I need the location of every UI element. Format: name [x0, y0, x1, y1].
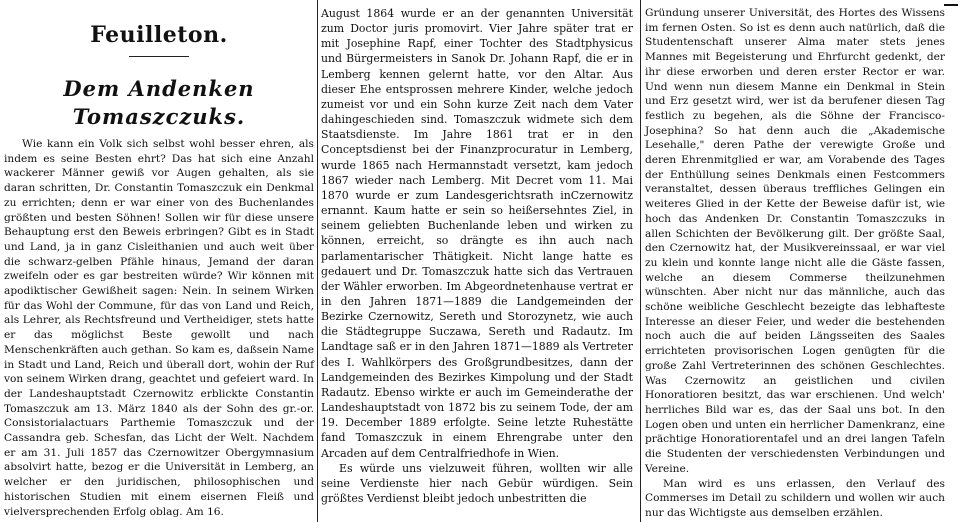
title-rule [129, 56, 189, 57]
column-divider [317, 0, 318, 522]
column-1 [4, 6, 314, 519]
article-title: Dem Andenken Tomaszczuks. [63, 76, 255, 129]
column-divider [640, 0, 641, 522]
top-rule [944, 4, 958, 6]
column-2 [321, 6, 633, 506]
column-3 [645, 6, 945, 521]
paragraph: Es würde uns vielzuweit führen, wollten wir alle seine Verdienste hier nach Gebür würdigen. Sein größtes Verdienst bleibt jedoch unbestritten die [321, 461, 633, 505]
paragraph: Gründung unserer Universität, des Hortes des Wissens im fernen Osten. So ist es denn auch natürlich, daß die Studentenschaft unserer Alma mater stets jenes Mannes mit Begeisterung und Ehrfurcht gedenkt, der ihr diese erworben und deren erster Rector er war. Und wenn nun diesem Manne ein Denkmal in Stein und Erz gesetzt wird, wer ist da berufener diesen Tag festlich zu begehen, als die Söhne der Francisco-Josephina? So hat denn auch die „Akademische Lesehalle," deren Pathe der verewigte Große und deren Ehrenmitglied er war, am Vorabende des Tages der Enthüllung seines Denkmals einen Festcommers veranstaltet, dessen überaus treffliches Gelingen ein weiteres Glied in der Kette der Beweise dafür ist, wie hoch das Andenken Dr. Constantin Tomaszczuks in allen Schichten der Bevölkerung gilt. Der größte Saal, den Czernowitz hat, der Musikvereinssaal, er war viel zu klein und konnte lange nicht alle die Gäste fassen, welche an diesem Commerse theilzunehmen wünschten. Aber nicht nur das männliche, auch das schöne weibliche Geschlecht bezeigte das lebhafteste Interesse an dieser Feier, und weder die bestehenden noch auch die auf beiden Längsseiten des Saales errichteten provisorischen Logen genügten für die große Zahl Vertreterinnen des schönen Geschlechtes. Was Czernowitz an geistlichen und civilen Honoratioren besitzt, das war erschienen. Und welch' herrliches Bild war es, das der Saal uns bot. In den Logen oben und unten ein herrlicher Damenkranz, eine prächtige Honoratiorentafel und an drei langen Tafeln die Studenten der verschiedensten Verbindungen und Vereine. [645, 7, 945, 475]
paragraph: August 1864 wurde er an der genannten Universität zum Doctor juris promovirt. Vier Jahre später trat er mit Josephine Rapf, einer Tochter des Stadtphysicus und Bürgermeisters in Sanok Dr. Johann Rapf, die er in Lemberg kennen gelernt hatte, vor den Altar. Aus dieser Ehe entsprossen mehrere Kinder, welche jedoch zumeist vor und ein Sohn kurze Zeit nach dem Vater dahingeschieden sind. Tomaszczuk widmete sich dem Staatsdienste. Im Jahre 1861 trat er in den Conceptsdienst bei der Finanzprocuratur in Lemberg, wurde 1865 nach Hermannstadt versetzt, kam jedoch 1867 wieder nach Lemberg. Mit Decret vom 11. Mai 1870 wurde er zum Landesgerichtsrath inCzernowitz ernannt. Kaum hatte er sein so heißersehntes Ziel, in seinem geliebten Buchenlande leben und wirken zu können, erreicht, so drängte es ihn auch nach parlamentarischer Thätigkeit. Nicht lange hatte es gedauert und Dr. Tomaszczuk hatte sich das Vertrauen der Wähler erworben. Im Abgeordnetenhause vertrat er in den Jahren 1871—1889 die Landgemeinden der Bezirke Czernowitz, Sereth und Storozynetz, wie auch die Städtegruppe Suczawa, Sereth und Radautz. Im Landtage saß er in den Jahren 1871—1889 als Vertreter des I. Wahlkörpers des Großgrundbesitzes, dann der Landgemeinden des Bezirkes Kimpolung und der Stadt Radautz. Ebenso wirkte er auch im Gemeinderathe der Landeshauptstadt von 1872 bis zu seinem Tode, der am 19. December 1889 erfolgte. Seine letzte Ruhestätte fand Tomaszczuk in einem Ehrengrabe unter den Arcaden auf dem Centralfriedhofe in Wien. [321, 7, 633, 460]
paragraph: Man wird es uns erlassen, den Verlauf des Commerses im Detail zu schildern und wollen wir auch nur das Wichtigste aus demselben erzählen. [645, 477, 945, 519]
paragraph: Wie kann ein Volk sich selbst wohl besser ehren, als indem es seine Besten ehrt? Das hat sich eine Anzahl wackerer Männer gewiß vor Augen gehalten, als sie daran schritten, Dr. Constantin Tomaszczuk ein Denkmal zu errichten; denn er war einer von des Buchenlandes größten und besten Söhnen! Sollen wir für diese unsere Behauptung erst den Beweis erbringen? Gibt es in Stadt und Land, ja in ganz Cisleithanien und auch weit über die schwarz-gelben Pfähle hinaus, Jemand der daran zweifeln oder es gar bestreiten würde? Wir können mit apodiktischer Gewißheit sagen: Nein. In seinem Wirken für das Wohl der Commune, für das von Land und Reich, als Lehrer, als Rechtsfreund und Vertheidiger, stets hatte er das möglichst Beste gewollt und nach Menschenkräften auch gethan. So kam es, daßsein Name in Stadt und Land, Reich und überall dort, wohin der Ruf von seinem Wirken drang, geachtet und gefeiert ward. In der Landeshauptstadt Czernowitz erblickte Constantin Tomaszczuk am 13. März 1840 als der Sohn des gr.-or. Consistorialactuars Parthemie Tomaszczuk und der Cassandra geb. Schesfan, das Licht der Welt. Nachdem er am 31. Juli 1857 das Czernowitzer Obergymnasium absolvirt hatte, bezog er die Universität in Lemberg, an welcher er den juridischen, philosophischen und historischen Studien mit einem eisernen Fleiß und vielversprechenden Erfolg oblag. Am 16. [4, 138, 314, 518]
section-title: Feuilleton. [90, 22, 228, 48]
